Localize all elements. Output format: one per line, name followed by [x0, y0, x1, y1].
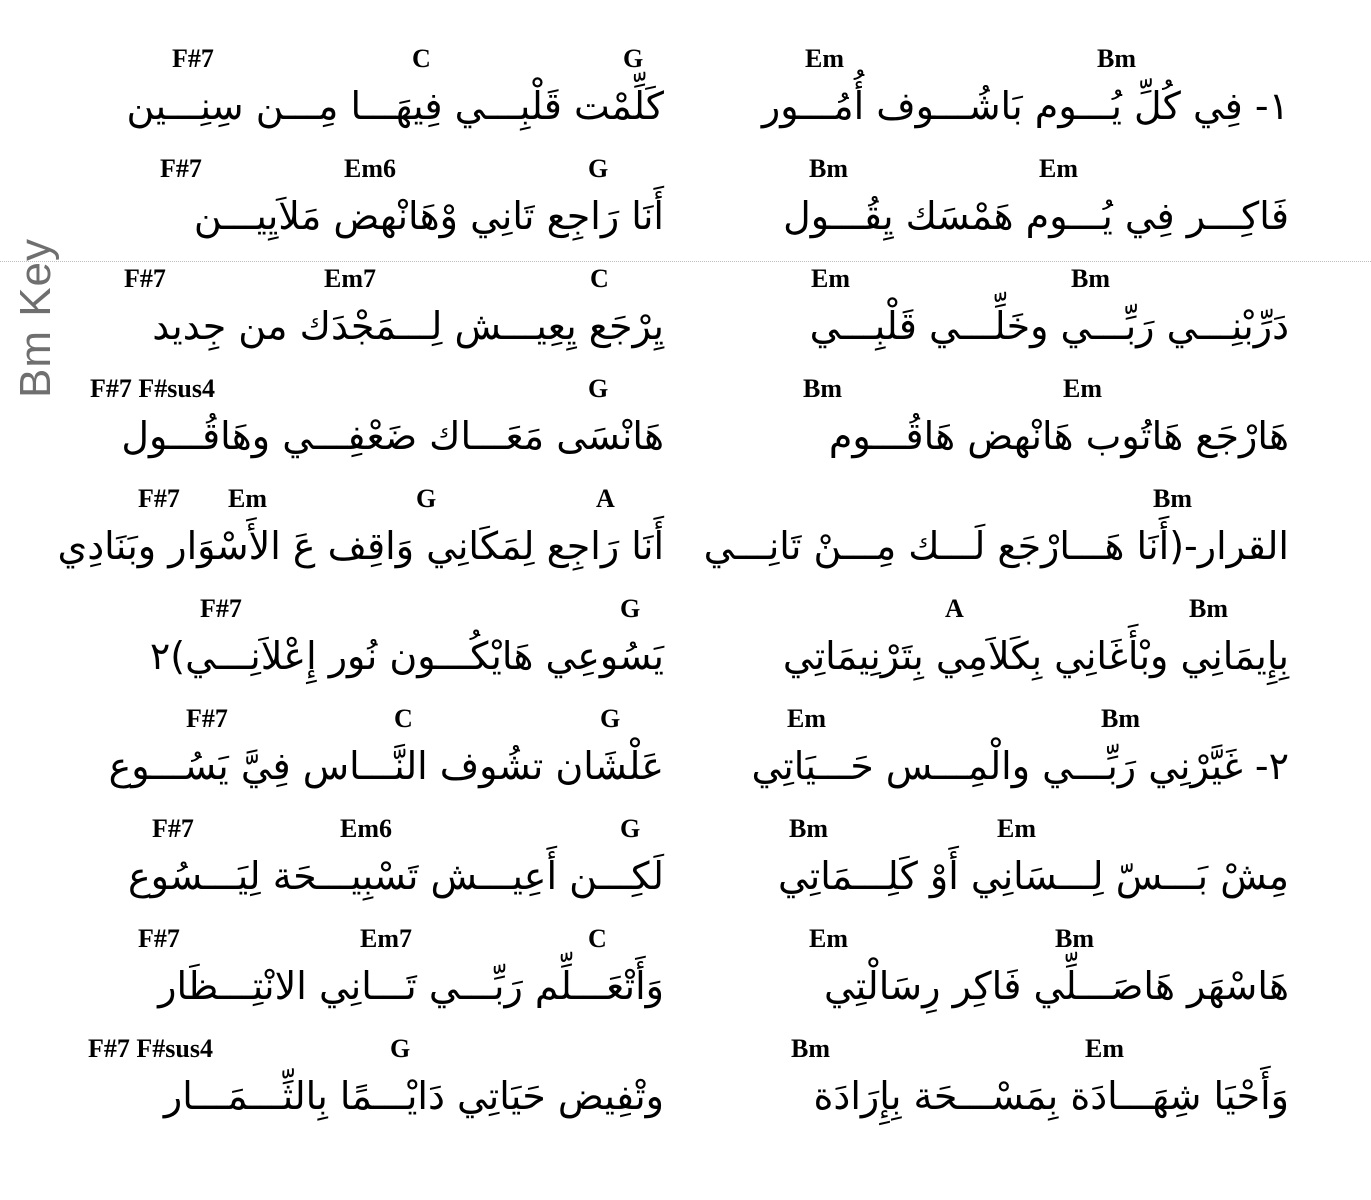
chord-label: Em [997, 814, 1036, 843]
chord-row [735, 922, 1295, 960]
lyric-line: وتْفِيض حَيَاتِي دَايْـــمًا بِالثِّـــمَـــار [163, 1074, 664, 1118]
chord-label: Em [1039, 154, 1078, 183]
left-column [57, 42, 680, 1142]
lyric-line: لَكِـــن أَعِيـــش تَسْبِيـــحَة لِيَـــسُوع [127, 854, 664, 898]
chord-label: F#7 [200, 594, 242, 623]
lyric-line: أَنَا رَاجِع لِمَكَانِي وَاقِف عَ الأَسْوَار وبَنَادِي [57, 524, 664, 568]
chord-label: F#7 [160, 154, 202, 183]
chord-label: Bm [1097, 44, 1136, 73]
left-line-10 [80, 1032, 680, 1142]
right-line-1 [735, 42, 1295, 152]
left-line-7 [80, 702, 680, 812]
key-label: Bm Key [11, 237, 60, 399]
left-line-8 [80, 812, 680, 922]
chord-label: Em [787, 704, 826, 733]
left-line-5 [57, 482, 680, 592]
right-line-10 [735, 1032, 1295, 1142]
right-line-2 [735, 152, 1295, 262]
chord-row [735, 702, 1295, 740]
chord-label: Bm [1055, 924, 1094, 953]
chord-row [80, 812, 680, 850]
chord-label: G [416, 484, 437, 513]
lyric-line: ٢- غَيَّرْنِي رَبِّـــي والْمِـــس حَـــيَاتِي [751, 744, 1289, 788]
lyric-line: هَاسْهَر هَاصَـــلِّي فَاكِر رِسَالْتِي [824, 964, 1289, 1008]
chord-row [80, 1032, 680, 1070]
chord-row [80, 262, 680, 300]
lyric-line: هَارْجَع هَاتُوب هَانْهض هَاقُـــوم [828, 414, 1289, 458]
chord-label: G [620, 594, 641, 623]
chord-label: F#7 [186, 704, 228, 733]
left-line-1 [80, 42, 680, 152]
right-line-6 [735, 592, 1295, 702]
chord-row [735, 372, 1295, 410]
chord-label: F#7 F#sus4 [90, 374, 215, 403]
lyric-line: عَلْشَان تشُوف النَّـــاس فِيَّ يَسُـــوع [108, 744, 664, 788]
left-line-9 [80, 922, 680, 1032]
chord-label: F#7 [172, 44, 214, 73]
chord-label: Em6 [340, 814, 392, 843]
chord-label: F#7 F#sus4 [88, 1034, 213, 1063]
chord-label: G [623, 44, 644, 73]
chord-row [80, 372, 680, 410]
chord-label: F#7 [138, 924, 180, 953]
right-line-8 [735, 812, 1295, 922]
chord-label: Em7 [360, 924, 412, 953]
chord-row [735, 262, 1295, 300]
chord-label: Em [805, 44, 844, 73]
chord-label: Bm [791, 1034, 830, 1063]
chord-label: Bm [1101, 704, 1140, 733]
chord-row [80, 922, 680, 960]
chord-row [735, 1032, 1295, 1070]
lyric-line: بِإِيمَانِي وبْأَغَانِي بِكَلاَمِي بِتَرْنِيمَاتِي [782, 634, 1289, 678]
right-line-3 [735, 262, 1295, 372]
chord-label: F#7 [152, 814, 194, 843]
chord-label: G [390, 1034, 411, 1063]
chord-row [735, 592, 1295, 630]
chord-label: C [412, 44, 431, 73]
lyric-line: فَاكِـــر فِي يُـــوم هَمْسَك يِقُـــول [783, 194, 1289, 238]
chord-row [80, 702, 680, 740]
left-line-3 [80, 262, 680, 372]
right-line-7 [735, 702, 1295, 812]
chord-label: Bm [809, 154, 848, 183]
chord-label: Em [811, 264, 850, 293]
chord-label: A [596, 484, 615, 513]
right-line-5 [703, 482, 1295, 592]
chord-label: Em6 [344, 154, 396, 183]
chord-row [735, 812, 1295, 850]
lyric-line: كَلِّمْت قَلْبِـــي فِيهَـــا مِـــن سِنِـــين [126, 84, 664, 128]
chord-label: Em [1085, 1034, 1124, 1063]
chord-label: Em7 [324, 264, 376, 293]
chord-label: G [588, 374, 609, 403]
chord-row [80, 42, 680, 80]
lyric-line: وَأَتْعَـــلِّم رَبِّـــي تَـــانِي الانْتِـــظَار [158, 964, 664, 1008]
left-line-2 [80, 152, 680, 262]
chord-row [735, 42, 1295, 80]
lyric-line: مِشْ بَـــسّ لِـــسَانِي أَوْ كَلِـــمَاتِي [777, 854, 1289, 898]
lyric-line: يِرْجَع يِعِيـــش لِـــمَجْدَك من جِديد [152, 304, 664, 348]
chord-label: C [394, 704, 413, 733]
chord-label: Em [809, 924, 848, 953]
lyric-line: ١- فِي كُلِّ يُـــوم بَاشُـــوف أُمُـــور [761, 84, 1289, 128]
chord-label: Bm [1189, 594, 1228, 623]
left-line-4 [80, 372, 680, 482]
chord-label: G [600, 704, 621, 733]
chord-label: F#7 [124, 264, 166, 293]
chord-row [735, 152, 1295, 190]
right-line-4 [735, 372, 1295, 482]
chord-row [80, 592, 680, 630]
chord-row [735, 482, 1295, 520]
lyric-line: أَنَا رَاجِع تَانِي وْهَانْهض مَلاَيِيـــن [193, 194, 664, 238]
lyric-line: وَأَحْيَا شِهَـــادَة بِمَسْـــحَة بِإِرَادَة [813, 1074, 1289, 1118]
chord-label: F#7 [138, 484, 180, 513]
chord-label: Bm [803, 374, 842, 403]
chord-label: G [620, 814, 641, 843]
chord-label: G [588, 154, 609, 183]
lyric-line: هَانْسَى مَعَـــاك ضَعْفِـــي وهَاقُـــول [121, 414, 664, 458]
lyric-line: يَسُوعِي هَايْكُـــون نُور إِعْلاَنِـــي)٢ [149, 634, 664, 678]
chord-label: Em [1063, 374, 1102, 403]
chord-label: A [945, 594, 964, 623]
right-column [703, 42, 1295, 1142]
chord-row [80, 152, 680, 190]
lyric-line: القرار-(أَنَا هَـــارْجَع لَـــك مِـــنْ تَانِـــي [703, 524, 1289, 568]
right-line-9 [735, 922, 1295, 1032]
chord-label: C [588, 924, 607, 953]
chord-row [80, 482, 680, 520]
chord-label: C [590, 264, 609, 293]
chord-label: Bm [1071, 264, 1110, 293]
chord-label: Em [228, 484, 267, 513]
lyric-line: دَرِّبْنِـــي رَبِّـــي وخَلِّـــي قَلْبِـــي [809, 304, 1289, 348]
chord-label: Bm [1153, 484, 1192, 513]
left-line-6 [80, 592, 680, 702]
chord-label: Bm [789, 814, 828, 843]
